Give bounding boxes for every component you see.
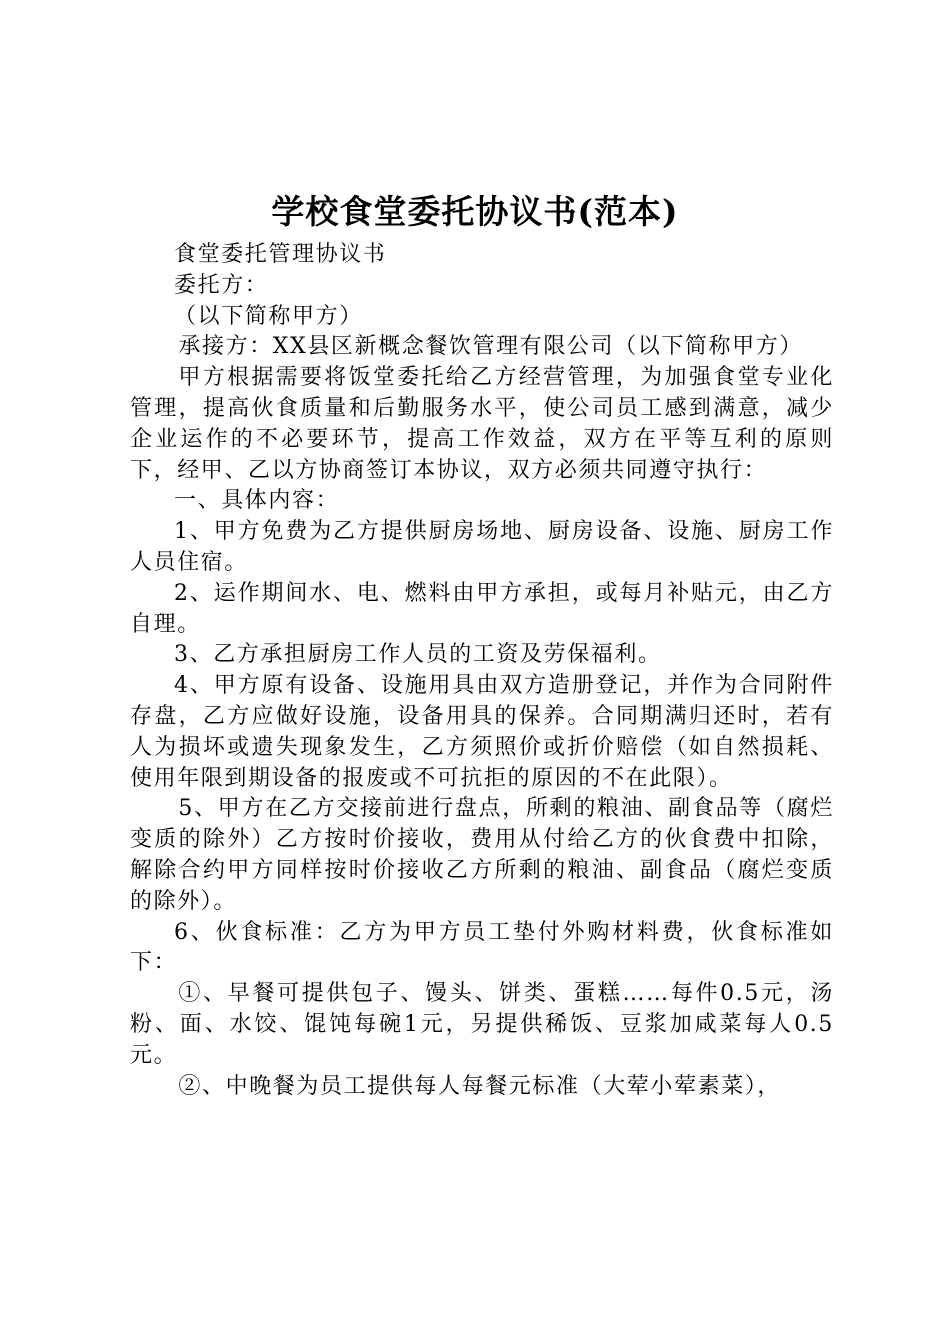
paragraph-clause-6: 6、伙食标准：乙方为甲方员工垫付外购材料费，伙食标准如下： xyxy=(130,919,834,976)
paragraph-clause-6-item-2: ②、中晚餐为员工提供每人每餐元标准（大荤小荤素菜）， xyxy=(178,1073,781,1099)
document-body xyxy=(130,240,834,1102)
paragraph-preamble: 甲方根据需要将饭堂委托给乙方经营管理，为加强食堂专业化管理，提高伙食质量和后勤服务水平，使公司员工感到满意，减少企业运作的不必要环节，提高工作效益，双方在平等互利的原则下，经甲、乙以方协商签订本协议，双方必须共同遵守执行： xyxy=(130,365,834,483)
paragraph-clause-2: 2、运作期间水、电、燃料由甲方承担，或每月补贴元，由乙方自理。 xyxy=(130,580,834,637)
paragraph-subtitle: 食堂委托管理协议书 xyxy=(174,242,387,267)
document-title: 学校食堂委托协议书(范本) xyxy=(271,192,679,231)
paragraph-clause-6-item-1: ①、早餐可提供包子、馒头、饼类、蛋糕……每件0.5元，汤粉、面、水饺、馄饨每碗1元，另提供稀饭、豆浆加咸菜每人0.5元。 xyxy=(130,981,834,1068)
paragraph-clause-1: 1、甲方免费为乙方提供厨房场地、厨房设备、设施、厨房工作人员住宿。 xyxy=(130,519,834,575)
paragraph-clause-5: 5、甲方在乙方交接前进行盘点，所剩的粮油、副食品等（腐烂变质的除外）乙方按时价接收，费用从付给乙方的伙食费中扣除，解除合约甲方同样按时价接收乙方所剩的粮油、副食品（腐烂变质的除外）。 xyxy=(130,796,834,914)
paragraph-principal: 委托方： xyxy=(174,272,269,298)
paragraph-section-heading: 一、具体内容： xyxy=(174,488,340,514)
paragraph-clause-4: 4、甲方原有设备、设施用具由双方造册登记，并作为合同附件存盘，乙方应做好设施，设备用具的保养。合同期满归还时，若有人为损坏或遗失现象发生，乙方须照价或折价赔偿（如自然损耗、使用年限到期设备的报废或不可抗拒的原因的不在此限）。 xyxy=(130,673,834,791)
paragraph-principal-note: （以下简称甲方） xyxy=(174,303,363,329)
paragraph-clause-3: 3、乙方承担厨房工作人员的工资及劳保福利。 xyxy=(174,642,662,668)
paragraph-contractor: 承接方：XX县区新概念餐饮管理有限公司（以下简称甲方） xyxy=(178,334,803,360)
